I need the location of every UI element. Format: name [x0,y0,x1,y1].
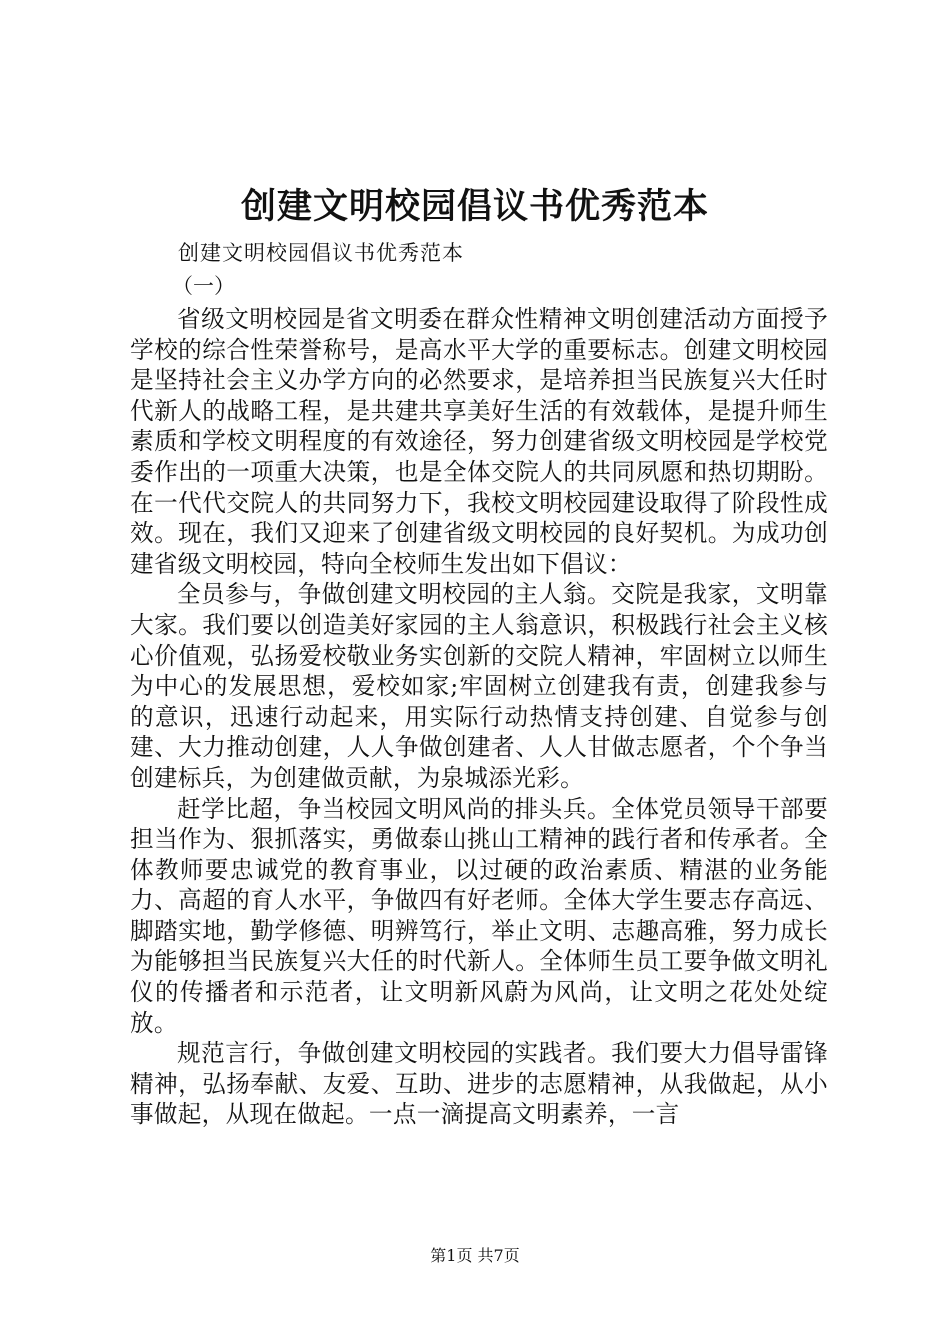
paragraph-participation: 全员参与，争做创建文明校园的主人翁。交院是我家，文明靠大家。我们要以创造美好家园的主人翁意识，积极践行社会主义核心价值观，弘扬爱校敬业务实创新的交院人精神，牢固树立以师生为中心的发展思想，爱校如家;牢固树立创建我有责，创建我参与的意识，迅速行动起来，用实际行动热情支持创建、自觉参与创建、大力推动创建，人人争做创建者、人人甘做志愿者，个个争当创建标兵，为创建做贡献，为泉城添光彩。 [130,580,828,792]
page-footer: 第1页 共7页 [430,1246,520,1265]
paragraph-emulation: 赶学比超，争当校园文明风尚的排头兵。全体党员领导干部要担当作为、狠抓落实，勇做泰山挑山工精神的践行者和传承者。全体教师要忠诚党的教育事业，以过硬的政治素质、精湛的业务能力、高超的育人水平，争做四有好老师。全体大学生要志存高远、脚踏实地，勤学修德、明辨笃行，举止文明、志趣高雅，努力成长为能够担当民族复兴大任的时代新人。全体师生员工要争做文明礼仪的传播者和示范者，让文明新风蔚为风尚，让文明之花处处绽放。 [130,794,828,1037]
paragraph-conduct: 规范言行，争做创建文明校园的实践者。我们要大力倡导雷锋精神，弘扬奉献、友爱、互助、进步的志愿精神，从我做起，从小事做起，从现在做起。一点一滴提高文明素养，一言 [130,1039,828,1129]
section-marker: （一） [172,274,235,298]
document-subtitle: 创建文明校园倡议书优秀范本 [178,241,464,265]
document-title: 创建文明校园倡议书优秀范本 [240,186,709,227]
paragraph-intro: 省级文明校园是省文明委在群众性精神文明创建活动方面授予学校的综合性荣誉称号，是高水平大学的重要标志。创建文明校园是坚持社会主义办学方向的必然要求，是培养担当民族复兴大任时代新人的战略工程，是共建共享美好生活的有效载体，是提升师生素质和学校文明程度的有效途径，努力创建省级文明校园是学校党委作出的一项重大决策，也是全体交院人的共同夙愿和热切期盼。在一代代交院人的共同努力下，我校文明校园建设取得了阶段性成效。现在，我们又迎来了创建省级文明校园的良好契机。为成功创建省级文明校园，特向全校师生发出如下倡议： [130,305,828,578]
document-body [130,236,828,1130]
